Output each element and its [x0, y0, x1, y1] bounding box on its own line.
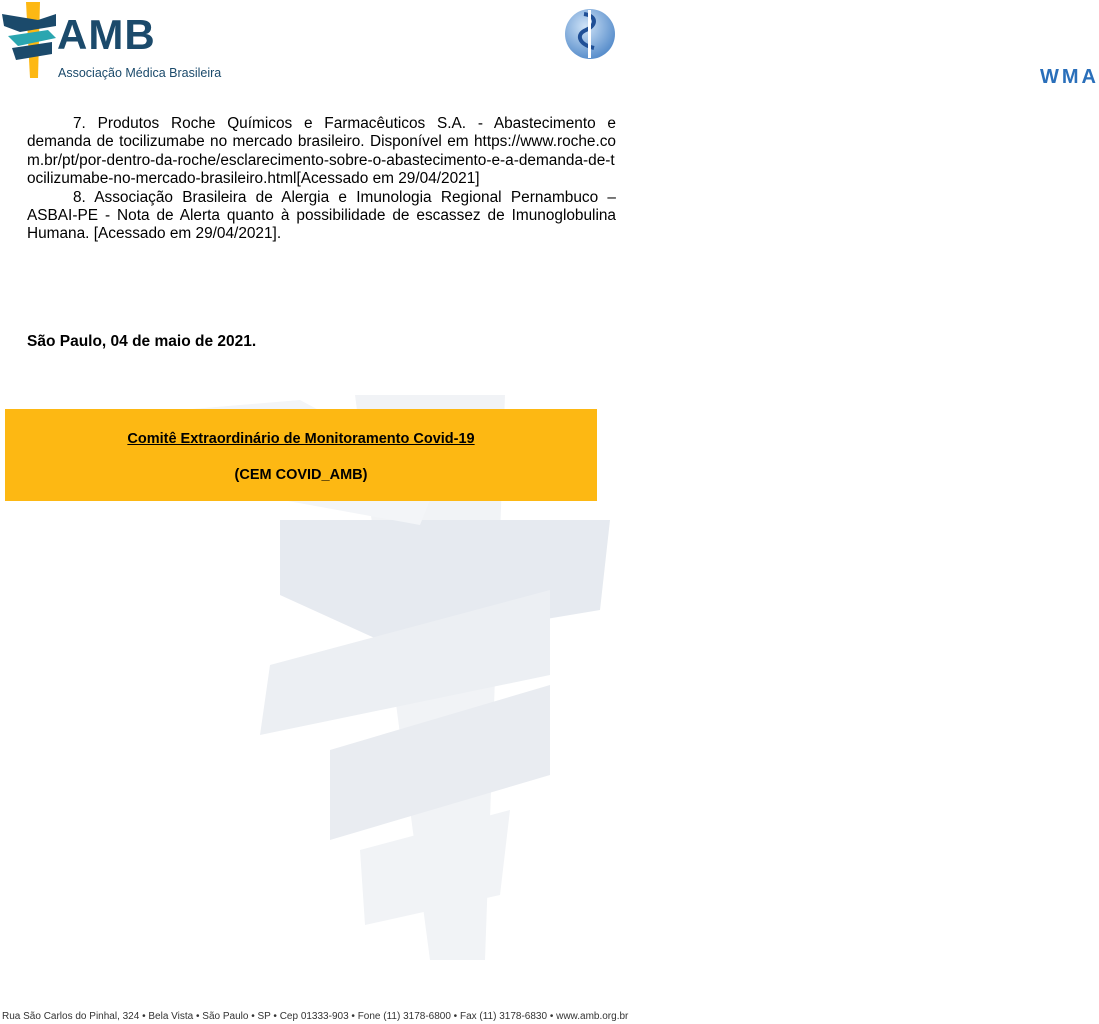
footer-address: Rua São Carlos do Pinhal, 324 • Bela Vista • São Paulo • SP • Cep 01333-903 • Fone (11) 3178-6800 • Fax (11) 3178-6830 • www.amb.org.br [2, 1011, 629, 1022]
wma-logo [518, 4, 1099, 88]
reference-7-url[interactable]: https://www.roche.com.br/pt/por-dentro-da-roche/esclarecimento-sobre-o-abastecimento-e-a-demanda-de-tocilizumabe-no-mercado-brasileiro.html [27, 133, 616, 188]
amb-caduceus-icon [0, 0, 60, 85]
date-line: São Paulo, 04 de maio de 2021. [27, 333, 257, 350]
committee-name: Comitê Extraordinário de Monitoramento Covid-19 [127, 431, 475, 447]
reference-7: 7. Produtos Roche Químicos e Farmacêuticos S.A. - Abastecimento e demanda de tocilizumabe no mercado brasileiro. Disponível em https://www.roche.com.br/pt/por-dentro-da-roche/esclarecimento-sobre-o-abastecimento-e-a-demanda-de-tocilizumabe-no-mercado-brasileiro.html[Acessado em 29/04/2021] [27, 115, 616, 188]
reference-8: 8. Associação Brasileira de Alergia e Imunologia Regional Pernambuco – ASBAI-PE - Nota de Alerta quanto à possibilidade de escassez de Imunoglobulina Humana. [Acessado em 29/04/2021]. [27, 188, 616, 243]
committee-acronym: (CEM COVID_AMB) [234, 467, 368, 483]
wma-globe-icon [518, 4, 618, 64]
amb-title: AMB [57, 11, 156, 58]
amb-logo [0, 0, 220, 85]
committee-box [5, 409, 597, 501]
references-section [27, 115, 616, 244]
amb-subtitle: Associação Médica Brasileira [58, 66, 222, 80]
wma-title: WMA [1040, 66, 1099, 88]
